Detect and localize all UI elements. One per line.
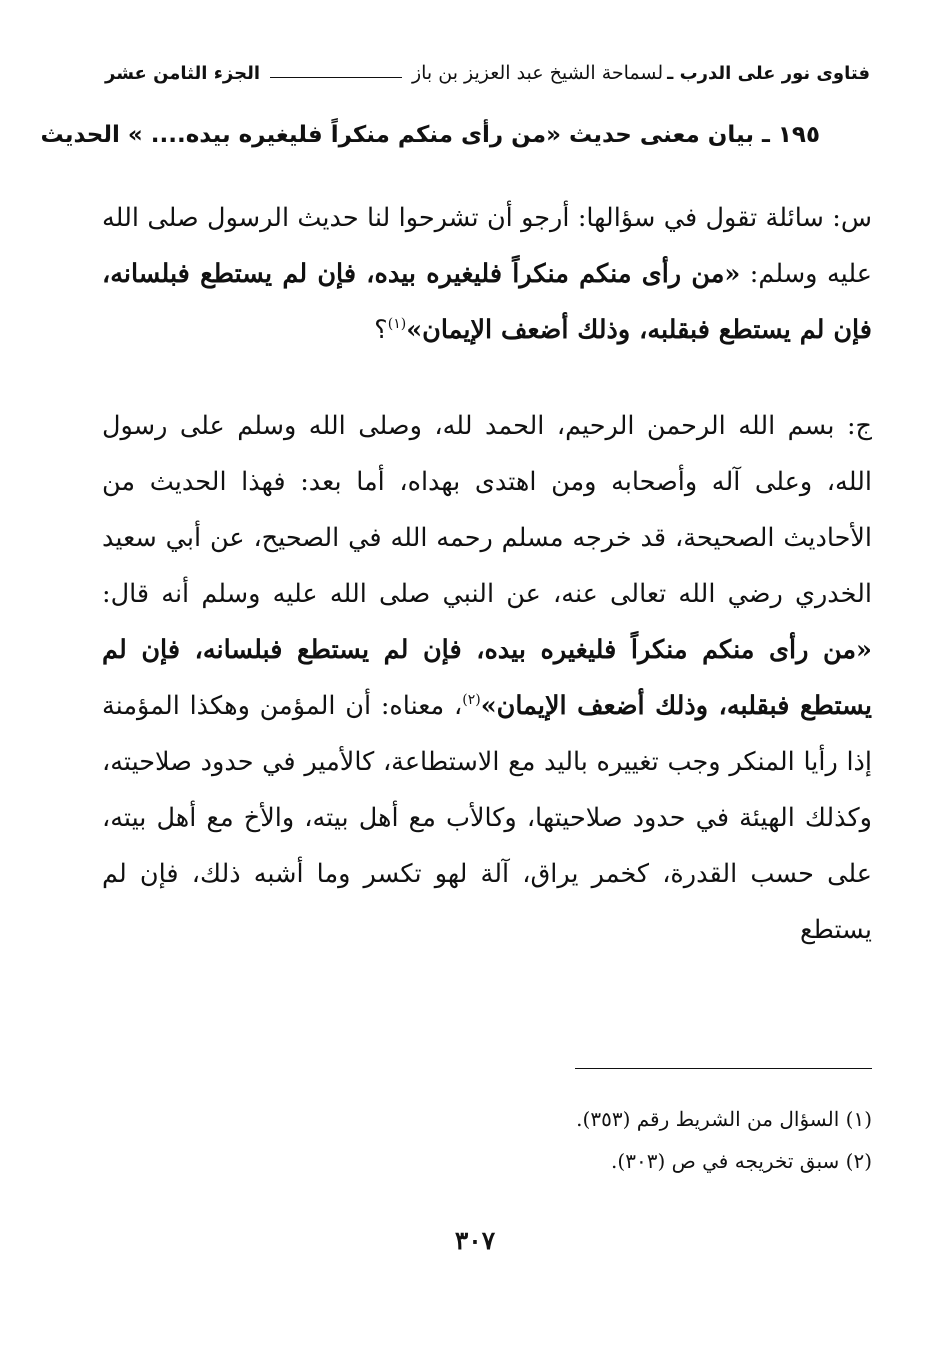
answer-hadith-quote: «من رأى منكم منكراً فليغيره بيده، فإن لم يستطع فبلسانه، فإن لم يستطع فبقلبه، وذلك أضعف الإيمان» [102, 635, 872, 721]
question-paragraph [102, 190, 872, 358]
question-hadith-quote: «من رأى منكم منكراً فليغيره بيده، فإن لم يستطع فبلسانه، فإن لم يستطع فبقلبه، وذلك أضعف الإيمان» [102, 259, 872, 345]
header-rule [270, 77, 402, 78]
running-header [105, 58, 870, 88]
footnotes [300, 1098, 872, 1182]
answer-intro: ج: بسم الله الرحمن الرحيم، الحمد لله، وصلى الله وسلم على رسول الله، وعلى آله وأصحابه ومن اهتدى بهداه، أما بعد: فهذا الحديث من الأحاديث الصحيحة، قد خرجه مسلم رحمه الله في الصحيح، عن أبي سعيد الخدري رضي الله تعالى عنه، عن النبي صلى الله عليه وسلم أنه قال: [102, 411, 872, 609]
footnote-ref-2[interactable]: (٢) [462, 692, 481, 708]
volume-label: الجزء الثامن عشر [105, 62, 261, 84]
footnote-ref-1[interactable]: (١) [387, 316, 407, 332]
footnote-1: (١) السؤال من الشريط رقم (٣٥٣). [576, 1107, 872, 1131]
answer-paragraph [102, 398, 872, 958]
question-mark: ؟ [374, 315, 388, 345]
answer-explanation: ، معناه: أن المؤمن وهكذا المؤمنة إذا رأيا المنكر وجب تغييره باليد مع الاستطاعة، كالأمير في حدود صلاحيته، وكذلك الهيئة في حدود صلاحيتها، وكالأب مع أهل بيته، والأخ مع أهل بيته، على حسب القدرة، كخمر يراق، آلة لهو تكسر وما أشبه ذلك، فإن لم يستطع [102, 691, 872, 945]
chapter-title: ١٩٥ ـ بيان معنى حديث «من رأى منكم منكراً فليغيره بيده.... » الحديث [40, 122, 820, 148]
footnote-separator [575, 1068, 872, 1069]
question-intro: س: سائلة تقول في سؤالها: أرجو أن تشرحوا لنا حديث الرسول صلى الله عليه وسلم: [102, 203, 872, 289]
book-title: فتاوى نور على الدرب ـ [667, 62, 870, 84]
page-number: ٣٠٧ [454, 1226, 496, 1255]
author-name: لسماحة الشيخ عبد العزيز بن باز [411, 62, 664, 84]
footnote-2: (٢) سبق تخريجه في ص (٣٠٣). [611, 1149, 872, 1173]
